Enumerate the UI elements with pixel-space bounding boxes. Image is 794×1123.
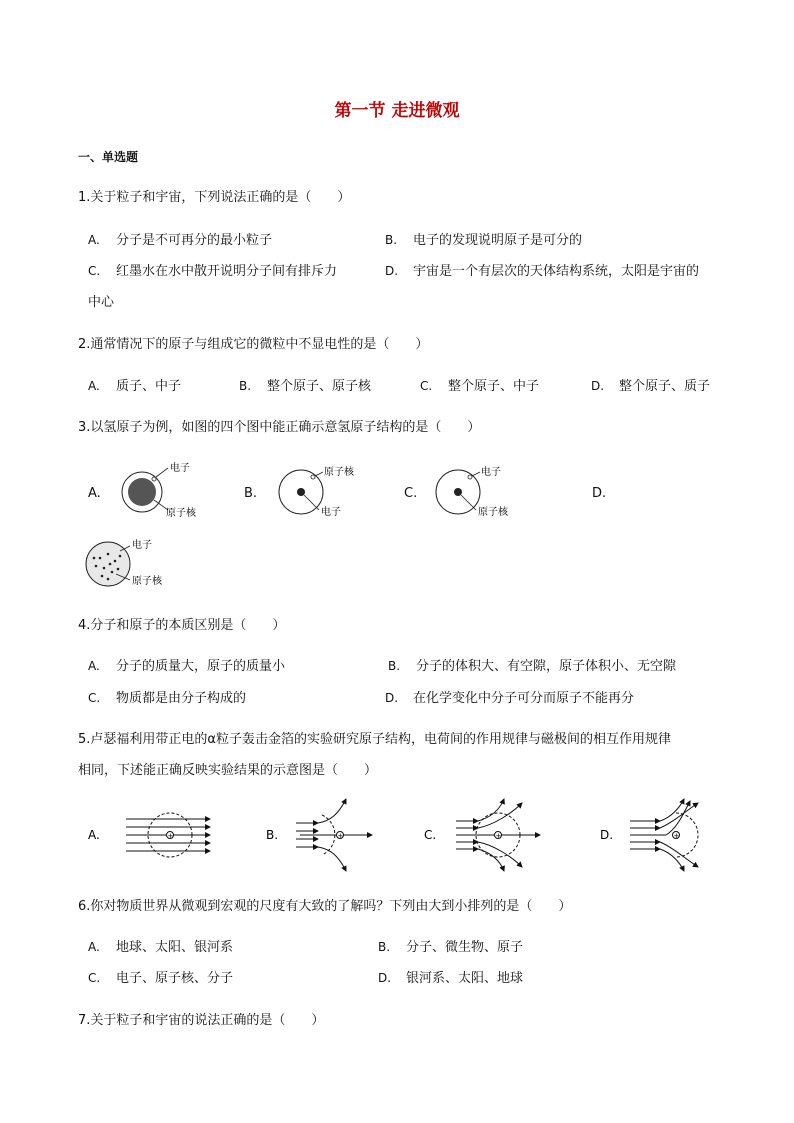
- question-6-option-a[interactable]: [88, 936, 233, 955]
- question-6-option-c[interactable]: [88, 967, 233, 986]
- question-1-option-d-continuation: 中心: [88, 295, 115, 310]
- svg-text:+: +: [495, 832, 502, 840]
- option-key: A.: [88, 659, 100, 673]
- question-3-option-a-key[interactable]: A.: [88, 486, 101, 501]
- question-5-option-a-key[interactable]: A.: [88, 828, 100, 842]
- svg-text:+: +: [337, 832, 344, 840]
- option-text: 分子的质量大，原子的质量小: [116, 659, 286, 674]
- label-top: 电子: [481, 467, 501, 478]
- option-key: A.: [88, 940, 100, 954]
- option-key: C.: [88, 691, 101, 705]
- question-3-option-b-key[interactable]: B.: [244, 486, 258, 501]
- label-top: 原子核: [324, 467, 354, 478]
- option-text: 银河系、太阳、地球: [406, 971, 524, 986]
- question-4-option-d[interactable]: [385, 687, 634, 706]
- label-top: 电子: [170, 463, 190, 474]
- option-text: 物质都是由分子构成的: [116, 691, 247, 706]
- option-key: C.: [420, 379, 433, 393]
- question-7-stem: 7.关于粒子和宇宙的说法正确的是（ ）: [78, 1013, 325, 1028]
- question-3-diagram-b: [275, 462, 375, 522]
- option-key: D.: [378, 971, 392, 985]
- question-2-option-b[interactable]: [239, 375, 371, 394]
- question-1-option-a[interactable]: [88, 229, 272, 248]
- question-5-option-d-key[interactable]: D.: [600, 828, 614, 842]
- question-3-diagram-d: [82, 534, 182, 594]
- label-bottom: 原子核: [132, 576, 162, 587]
- option-key: D.: [385, 691, 399, 705]
- question-3-diagram-c: [432, 462, 532, 522]
- option-text: 质子、中子: [116, 379, 182, 394]
- question-4-option-a[interactable]: [88, 655, 285, 674]
- option-key: B.: [388, 659, 401, 673]
- question-5-diagram-b: [296, 799, 372, 871]
- nucleus: [454, 488, 462, 496]
- option-text: 分子的体积大、有空隙，原子体积小、无空隙: [416, 659, 677, 674]
- option-key: A.: [88, 233, 100, 247]
- question-2-option-c[interactable]: [420, 375, 539, 394]
- option-key: C.: [88, 264, 101, 278]
- option-key: B.: [239, 379, 252, 393]
- question-3-option-c-key[interactable]: C.: [404, 486, 418, 501]
- option-text: 电子的发现说明原子是可分的: [413, 233, 583, 248]
- question-5-stem-line2: 相同，下述能正确反映实验结果的示意图是（ ）: [78, 763, 378, 778]
- question-5-diagram-d: [630, 799, 698, 871]
- question-1-option-d[interactable]: [385, 260, 699, 279]
- question-1-stem: 1.关于粒子和宇宙，下列说法正确的是（ ）: [78, 190, 351, 205]
- option-text: 分子是不可再分的最小粒子: [116, 233, 273, 248]
- section-heading: 一、单选题: [78, 150, 139, 164]
- question-2-stem: 2.通常情况下的原子与组成它的微粒中不显电性的是（ ）: [78, 337, 429, 352]
- question-6-option-b[interactable]: [378, 936, 523, 955]
- nucleus: [128, 478, 156, 506]
- question-3-option-d-key[interactable]: D.: [592, 486, 607, 501]
- question-3-diagram-a: [118, 462, 218, 522]
- label-bottom: 电子: [321, 507, 341, 518]
- question-1-option-c[interactable]: [88, 260, 337, 279]
- option-text: 分子、微生物、原子: [406, 940, 524, 955]
- question-4-option-b[interactable]: [388, 655, 676, 674]
- option-key: C.: [88, 971, 101, 985]
- option-text: 整个原子、原子核: [267, 379, 372, 394]
- option-text: 在化学变化中分子可分而原子不能再分: [413, 691, 635, 706]
- option-text: 整个原子、质子: [619, 379, 711, 394]
- question-2-option-d[interactable]: [591, 375, 710, 394]
- question-4-option-c[interactable]: [88, 687, 246, 706]
- question-4-stem: 4.分子和原子的本质区别是（ ）: [78, 618, 286, 633]
- option-text: 电子、原子核、分子: [116, 971, 234, 986]
- option-key: A.: [88, 379, 100, 393]
- option-text: 地球、太阳、银河系: [116, 940, 234, 955]
- option-text: 红墨水在水中散开说明分子间有排斥力: [116, 264, 338, 279]
- question-5-diagrams: [0, 795, 794, 875]
- question-6-stem: 6.你对物质世界从微观到宏观的尺度有大致的了解吗？下列由大到小排列的是（ ）: [78, 899, 572, 914]
- question-3-stem: 3.以氢原子为例，如图的四个图中能正确示意氢原子结构的是（ ）: [78, 420, 481, 435]
- page-title: 第一节 走进微观: [334, 101, 460, 121]
- label-bottom: 原子核: [478, 507, 508, 518]
- question-2-option-a[interactable]: [88, 375, 181, 394]
- question-5-stem-line1: 5.卢瑟福利用带正电的α粒子轰击金箔的实验研究原子结构，电荷间的作用规律与磁极间的相互作用规律: [78, 732, 671, 747]
- option-text: 宇宙是一个有层次的天体结构系统，太阳是宇宙的: [413, 264, 700, 279]
- svg-text:+: +: [167, 832, 174, 840]
- option-key: B.: [378, 940, 391, 954]
- option-key: D.: [591, 379, 605, 393]
- svg-text:+: +: [673, 832, 680, 840]
- question-1-option-b[interactable]: [385, 229, 582, 248]
- label-bottom: 原子核: [166, 508, 196, 519]
- question-5-option-c-key[interactable]: C.: [424, 828, 437, 842]
- option-key: D.: [385, 264, 399, 278]
- option-text: 整个原子、中子: [448, 379, 540, 394]
- label-top: 电子: [132, 540, 152, 551]
- question-5-option-b-key[interactable]: B.: [266, 828, 279, 842]
- question-6-option-d[interactable]: [378, 967, 523, 986]
- nucleus: [297, 488, 305, 496]
- option-key: B.: [385, 233, 398, 247]
